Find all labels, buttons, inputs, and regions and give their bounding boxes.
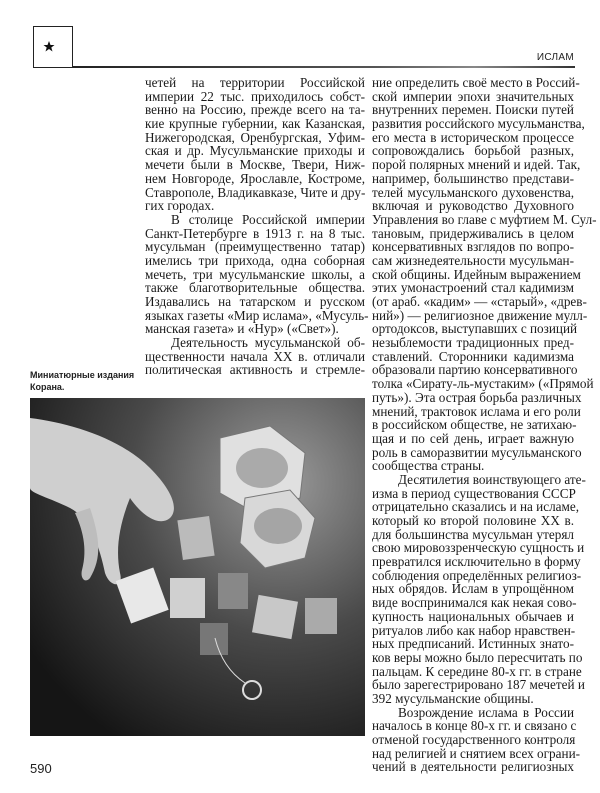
text-line: Нижегородская, Оренбургская, Уфим- (145, 129, 365, 145)
text-line: щая и по сей день, играет важную (372, 430, 574, 446)
text-line: ков веры можно было пересчитать по (372, 649, 583, 665)
text-line: включая и руководство Духовного (372, 198, 574, 214)
text-line: изма в период существования СССР (372, 485, 576, 501)
text-line: купность национальных обычаев и (372, 608, 574, 624)
text-line: языках газеты «Мир ислама», «Мусуль- (145, 307, 369, 323)
text-line: ных предписаний. Истинных знато- (372, 636, 574, 652)
text-line: его места в историческом процессе (372, 129, 574, 145)
text-line: 392 мусульманские общины. (372, 690, 534, 706)
text-line: Ставрополе, Владикавказе, Чите и дру- (145, 184, 366, 200)
text-line: который ко второй половине XX в. (372, 513, 574, 528)
text-line: венно на Россию, прежде всего на та- (145, 102, 365, 118)
text-line: ных обрядов. Ислам в упрощённом (372, 581, 574, 597)
text-line: отрицательно сказались и на исламе, (372, 499, 580, 515)
text-line: мусульман (преимущественно татар) (145, 239, 365, 255)
text-line: например, большинство представи- (372, 170, 574, 186)
text-line: свою мировоззренческую сущность и (372, 540, 585, 556)
text-line: тановым, придерживались в целом (372, 225, 574, 241)
text-line: толка «Сирату-ль-мустаким» («Прямой (372, 376, 594, 392)
text-line: мнений, трактовок ислама и его роли (372, 403, 581, 419)
text-line: ской империи эпохи значительных (372, 88, 574, 104)
photo-miniature-korans (30, 398, 365, 736)
text-line: консервативных взглядов по вопро- (372, 239, 574, 255)
figure-caption: Миниатюрные издания Корана. (30, 370, 135, 392)
text-line: ской общины. Идейным выражением (372, 266, 581, 282)
text-column-right (372, 75, 597, 775)
text-line: ская и др. Мусульманские приходы и (145, 143, 365, 159)
text-line: манская газета» и «Нур» («Свет»). (145, 321, 339, 337)
text-line: порой полярных мнений и идей. Так, (372, 157, 581, 173)
text-line: роль в саморазвитии мусульманского (372, 444, 582, 460)
text-line: превратился исключительно в форму (372, 554, 581, 570)
text-line: мечеть, три мусульманские школы, а (145, 266, 365, 282)
text-line: гих городах. (145, 198, 215, 214)
page-number: 590 (30, 761, 52, 776)
text-line: имелись три прихода, одна соборная (145, 252, 365, 268)
text-line: также благотворительные общества. (145, 280, 365, 296)
text-line: (от араб. «кадим» — «старый», «древ- (372, 294, 587, 309)
text-line: сам жизнедеятельности мусульман- (372, 252, 574, 268)
text-line: над религией и снятием всех ограни- (372, 745, 581, 761)
text-line: ортодоксов, выступавших с позиций (372, 321, 578, 337)
text-line: пальцам. К середине 80-х гг. в стране (372, 663, 582, 679)
text-line: Возрождение ислама в России (398, 704, 574, 720)
text-line: Управления во главе с муфтием М. Сул- (372, 211, 597, 227)
text-line: чений в деятельности религиозных (372, 759, 574, 775)
text-line: ритуалов либо как набор нравствен- (372, 622, 576, 638)
text-line: мечети были в Москве, Твери, Ниж- (145, 157, 365, 173)
text-line: Деятельность мусульманской об- (171, 335, 365, 351)
text-line: политическая активность и стремле- (145, 362, 365, 378)
text-line: ставлений. Сторонники кадимизма (372, 348, 574, 364)
text-line: отменой государственного контроля (372, 732, 576, 747)
text-column-left (145, 75, 369, 378)
text-line: началось в конце 80-х гг. и связано с (372, 718, 577, 734)
text-line: внутренних перемен. Поиски путей (372, 102, 574, 118)
text-line: Десятилетия воинствующего ате- (398, 471, 586, 487)
text-line: в российском обществе, не затихаю- (372, 417, 577, 433)
text-line: кие крупные губернии, как Казанская, (145, 116, 365, 132)
text-line: ний») — религиозное движение мулл- (372, 307, 588, 323)
text-line: образовали партию консервативного (372, 362, 578, 378)
text-line: сообщества страны. (372, 458, 485, 474)
section-title: ИСЛАМ (536, 52, 574, 63)
text-line: незыблемости традиционных пред- (372, 335, 574, 351)
text-line: Санкт-Петербурге в 1913 г. на 8 тыс. (145, 225, 365, 241)
text-line: четей на территории Российской (145, 75, 365, 90)
text-line: было зарегестрировано 187 мечетей и (372, 677, 585, 693)
text-line: телей мусульманского духовенства, (372, 184, 574, 200)
text-line: В столице Российской империи (171, 211, 365, 227)
text-line: для большинства мусульман утерял (372, 526, 574, 542)
text-line: развития российского мусульманства, (372, 116, 585, 132)
text-line: империи 22 тыс. приходилось собст- (145, 88, 365, 104)
crescent-star-icon (33, 26, 73, 68)
text-line: сопровождались борьбой разных, (372, 143, 574, 159)
text-line: путь»). Эта острая борьба различных (372, 389, 582, 405)
text-line: Издавались на татарском и русском (145, 294, 365, 309)
text-line: нем Новгороде, Ярославле, Костроме, (145, 170, 365, 186)
text-line: ние определить своё место в Россий- (372, 75, 580, 90)
header-rule (72, 66, 575, 68)
text-line: щественности начала XX в. отличали (145, 348, 365, 364)
text-line: соблюдения определённых религиоз- (372, 567, 582, 583)
text-line: виде воспринимался как некая сово- (372, 595, 577, 611)
text-line: этих умонастроений стал кадимизм (372, 280, 574, 296)
